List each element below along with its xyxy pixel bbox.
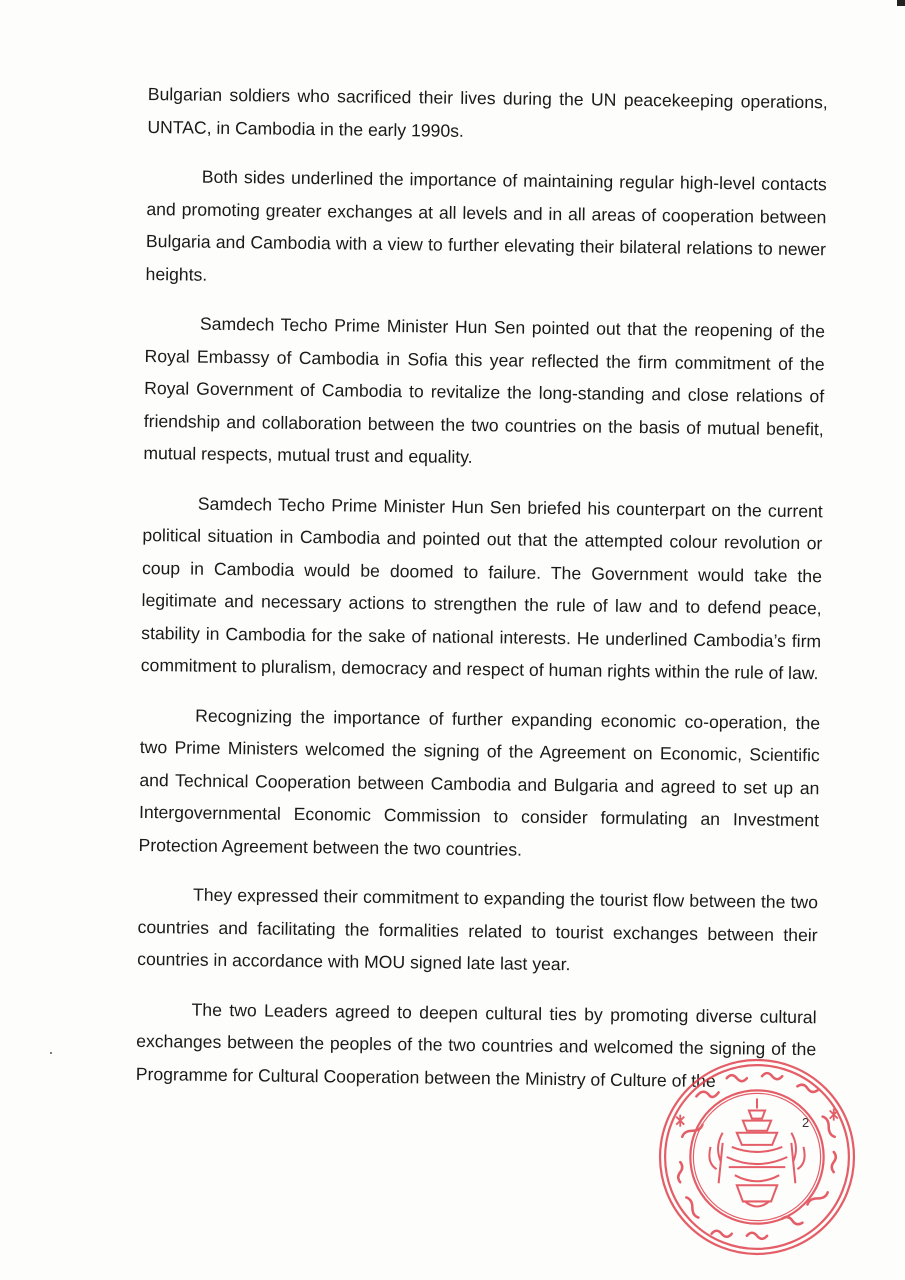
scan-speck [50, 1052, 52, 1054]
paragraph-cultural-ties: The two Leaders agreed to deepen cultural ties by promoting diverse cultural exchanges between the peoples of the two countries and welcomed the signing of the Programme for Cultural Cooperation between the Ministry of Culture of the [135, 999, 817, 1091]
paragraph-continuation: Bulgarian soldiers who sacrificed their lives during the UN peacekeeping operations, UNTAC, in Cambodia in the early 1990s. [147, 83, 828, 141]
paragraph-economic-cooperation: Recognizing the importance of further expanding economic co-operation, the two Prime Ministers welcomed the signing of the Agreement on Economic, Scientific and Technical Cooperation between Cambodia and Bulgaria and agreed to set up an Intergovernmental Economic Commission to consider formulating an Investment Protection Agreement between the two countries. [138, 705, 821, 860]
paragraph-tourism: They expressed their commitment to expanding the tourist flow between the two countries and facilitating the formalities related to tourist exchanges between their countries in accordance with MOU signed late last year. [137, 884, 819, 975]
scan-corner-mark [897, 0, 905, 6]
paragraph-political-situation: Samdech Techo Prime Minister Hun Sen briefed his counterpart on the current political situation in Cambodia and pointed out that the attempted colour revolution or coup in Cambodia would be doomed to failure. The Government would take the legitimate and necessary actions to strengthen the rule of law and to defend peace, stability in Cambodia for the sake of national interests. He underlined Cambodia’s firm commitment to pluralism, democracy and respect of human rights within the rule of law. [140, 493, 823, 684]
royal-seal-icon [656, 1056, 858, 1258]
document-body [135, 78, 828, 1115]
page-number: 2 [802, 1115, 810, 1130]
paragraph-high-level-contacts: Both sides underlined the importance of maintaining regular high-level contacts and promoting greater exchanges at all levels and in all areas of cooperation between Bulgaria and Cambodia with a view to further elevating their bilateral relations to newer heights. [145, 166, 827, 285]
paragraph-embassy-reopening: Samdech Techo Prime Minister Hun Sen pointed out that the reopening of the Royal Embassy of Cambodia in Sofia this year reflected the firm commitment of the Royal Government of Cambodia to revitalize the long-standing and close relations of friendship and collaboration between the two countries on the basis of mutual benefit, mutual respects, mutual trust and equality. [143, 313, 826, 467]
